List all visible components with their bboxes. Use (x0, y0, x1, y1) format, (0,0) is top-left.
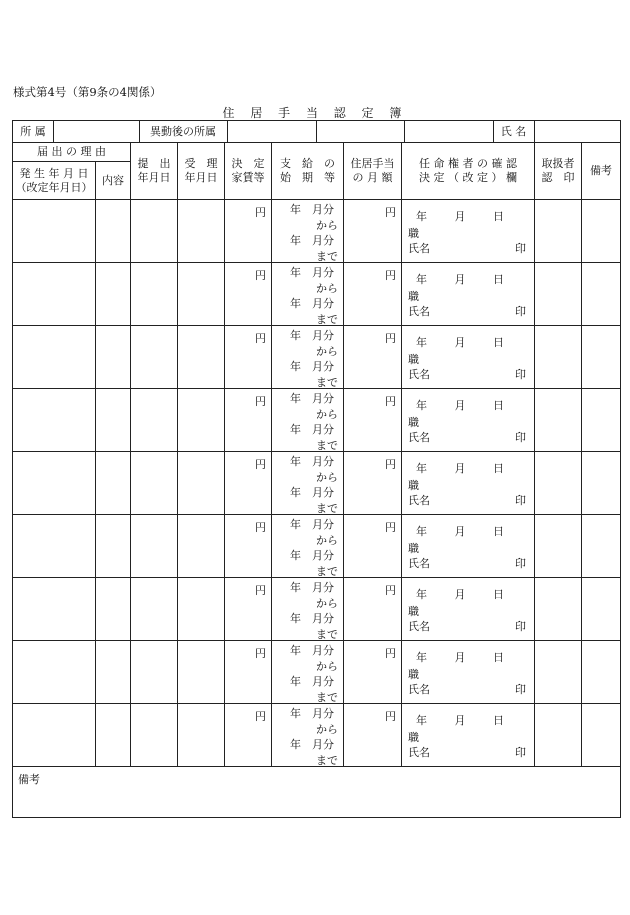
monthly-allowance-cell[interactable] (344, 326, 401, 388)
period-from-month: 年 月分 (290, 266, 334, 279)
yen-unit: 円 (255, 332, 266, 345)
submit-date-cell[interactable] (131, 515, 177, 577)
name-label: 氏名 (408, 557, 430, 570)
table-row (13, 263, 621, 326)
monthly-allowance-cell[interactable] (344, 389, 401, 451)
confirm-date: 年 月 日 (416, 210, 516, 223)
payment-period-cell[interactable] (272, 200, 343, 262)
period-to-label: まで (316, 438, 338, 452)
submit-date-cell[interactable] (131, 578, 177, 640)
period-to-month: 年 月分 (290, 360, 334, 373)
confirm-date: 年 月 日 (416, 651, 516, 664)
period-from-label: から (316, 596, 338, 610)
monthly-allowance-cell[interactable] (344, 263, 401, 325)
yen-unit: 円 (255, 647, 266, 660)
content-cell[interactable] (96, 452, 130, 514)
yen-unit: 円 (255, 584, 266, 597)
receipt-date-cell[interactable] (178, 200, 224, 262)
receipt-date-cell[interactable] (178, 515, 224, 577)
table-row (13, 515, 621, 578)
occurrence-date-cell[interactable] (13, 263, 95, 325)
name-label: 氏名 (408, 620, 430, 633)
reason-header: 届 出 の 理 由 (13, 143, 131, 162)
seal-mark: 印 (515, 746, 526, 759)
receipt-date-cell[interactable] (178, 326, 224, 388)
confirm-date: 年 月 日 (416, 525, 516, 538)
seal-mark: 印 (515, 620, 526, 633)
period-from-month: 年 月分 (290, 203, 334, 216)
notes-cell[interactable] (582, 641, 620, 703)
period-from-label: から (316, 218, 338, 232)
period-to-label: まで (316, 312, 338, 326)
decided-rent-cell[interactable] (225, 641, 271, 703)
submit-date-cell[interactable] (131, 389, 177, 451)
receipt-date-cell[interactable] (178, 452, 224, 514)
yen-unit: 円 (385, 332, 396, 345)
period-to-label: まで (316, 564, 338, 578)
confirm-date: 年 月 日 (416, 336, 516, 349)
table-row (13, 389, 621, 452)
table-row (13, 452, 621, 515)
period-from-month: 年 月分 (290, 707, 334, 720)
receipt-date-cell[interactable] (178, 578, 224, 640)
decided-rent-cell[interactable] (225, 515, 271, 577)
handler-seal-cell[interactable] (535, 326, 581, 388)
period-to-month: 年 月分 (290, 549, 334, 562)
period-to-label: まで (316, 753, 338, 767)
confirm-date: 年 月 日 (416, 399, 516, 412)
handler-seal-cell[interactable] (535, 515, 581, 577)
confirm-date: 年 月 日 (416, 273, 516, 286)
content-cell[interactable] (96, 704, 130, 766)
post-label: 職 (408, 479, 419, 492)
submit-date-cell[interactable] (131, 326, 177, 388)
yen-unit: 円 (255, 521, 266, 534)
monthly-allowance-cell[interactable] (344, 641, 401, 703)
receipt-date-cell[interactable] (178, 389, 224, 451)
confirm-date: 年 月 日 (416, 462, 516, 475)
table-row (13, 326, 621, 389)
confirm-date: 年 月 日 (416, 588, 516, 601)
decided-rent-cell[interactable] (225, 326, 271, 388)
monthly-allowance-cell[interactable] (344, 704, 401, 766)
name-label: 氏名 (408, 683, 430, 696)
notes-cell[interactable] (582, 704, 620, 766)
remarks-field[interactable] (13, 767, 621, 818)
occurrence-date-cell[interactable] (13, 452, 95, 514)
content-cell[interactable] (96, 389, 130, 451)
new-affiliation-label: 異動後の所属 (139, 121, 228, 142)
seal-mark: 印 (515, 305, 526, 318)
post-label: 職 (408, 416, 419, 429)
notes-cell[interactable] (582, 389, 620, 451)
seal-mark: 印 (515, 557, 526, 570)
content-cell[interactable] (96, 263, 130, 325)
period-to-month: 年 月分 (290, 423, 334, 436)
period-to-month: 年 月分 (290, 486, 334, 499)
yen-unit: 円 (255, 395, 266, 408)
content-cell[interactable] (96, 326, 130, 388)
period-from-label: から (316, 407, 338, 421)
handler-seal-cell[interactable] (535, 389, 581, 451)
payment-start-header: 支 給 の 始 期 等 (272, 143, 344, 200)
post-label: 職 (408, 227, 419, 240)
document-title: 住 居 手 当 認 定 簿 (222, 106, 408, 120)
occurrence-date-header: 発 生 年 月 日 （改定年月日） (13, 162, 96, 200)
table-row (13, 641, 621, 704)
yen-unit: 円 (385, 395, 396, 408)
payment-period-cell[interactable] (272, 515, 343, 577)
name-label: 氏名 (408, 368, 430, 381)
form-number: 様式第4号（第9条の4関係） (13, 85, 162, 99)
period-to-month: 年 月分 (290, 234, 334, 247)
confirm-date: 年 月 日 (416, 714, 516, 727)
post-label: 職 (408, 290, 419, 303)
period-to-month: 年 月分 (290, 675, 334, 688)
monthly-allowance-cell[interactable] (344, 515, 401, 577)
period-from-month: 年 月分 (290, 392, 334, 405)
table-row (13, 200, 621, 263)
period-to-month: 年 月分 (290, 297, 334, 310)
period-to-label: まで (316, 249, 338, 263)
monthly-allowance-cell[interactable] (344, 200, 401, 262)
notes-cell[interactable] (582, 578, 620, 640)
period-from-label: から (316, 722, 338, 736)
yen-unit: 円 (385, 710, 396, 723)
notes-cell[interactable] (582, 452, 620, 514)
period-from-label: から (316, 344, 338, 358)
handler-seal-cell[interactable] (535, 641, 581, 703)
affiliation-field[interactable] (53, 121, 140, 142)
notes-cell[interactable] (582, 200, 620, 262)
confirmation-cell[interactable] (402, 578, 534, 640)
post-label: 職 (408, 353, 419, 366)
period-to-label: まで (316, 690, 338, 704)
name-label: 氏 名 (493, 121, 535, 142)
new-affiliation-field-2[interactable] (316, 121, 405, 142)
occurrence-date-cell[interactable] (13, 326, 95, 388)
payment-period-cell[interactable] (272, 641, 343, 703)
period-from-month: 年 月分 (290, 581, 334, 594)
yen-unit: 円 (385, 458, 396, 471)
occurrence-date-cell[interactable] (13, 578, 95, 640)
submit-date-cell[interactable] (131, 704, 177, 766)
payment-period-cell[interactable] (272, 578, 343, 640)
table-row (13, 578, 621, 641)
occurrence-date-cell[interactable] (13, 515, 95, 577)
payment-period-cell[interactable] (272, 704, 343, 766)
period-from-label: から (316, 470, 338, 484)
period-to-label: まで (316, 501, 338, 515)
period-from-month: 年 月分 (290, 455, 334, 468)
seal-mark: 印 (515, 431, 526, 444)
period-to-label: まで (316, 375, 338, 389)
period-from-month: 年 月分 (290, 329, 334, 342)
yen-unit: 円 (385, 269, 396, 282)
period-from-month: 年 月分 (290, 644, 334, 657)
decided-rent-cell[interactable] (225, 578, 271, 640)
handler-seal-header: 取扱者 認 印 (535, 143, 582, 200)
handler-seal-cell[interactable] (535, 452, 581, 514)
remarks-label: 備考 (18, 773, 40, 786)
submit-date-cell[interactable] (131, 263, 177, 325)
confirmation-cell[interactable] (402, 326, 534, 388)
content-cell[interactable] (96, 515, 130, 577)
header-info-row (13, 121, 621, 143)
name-label: 氏名 (408, 242, 430, 255)
period-to-month: 年 月分 (290, 738, 334, 751)
period-from-label: から (316, 659, 338, 673)
new-affiliation-field-3[interactable] (404, 121, 494, 142)
name-label: 氏名 (408, 494, 430, 507)
payment-period-cell[interactable] (272, 389, 343, 451)
payment-period-cell[interactable] (272, 326, 343, 388)
allowance-register-table (12, 120, 621, 818)
yen-unit: 円 (385, 206, 396, 219)
decided-rent-cell[interactable] (225, 263, 271, 325)
monthly-allowance-cell[interactable] (344, 578, 401, 640)
confirmation-cell[interactable] (402, 452, 534, 514)
submit-date-cell[interactable] (131, 641, 177, 703)
post-label: 職 (408, 605, 419, 618)
handler-seal-cell[interactable] (535, 704, 581, 766)
submit-date-cell[interactable] (131, 452, 177, 514)
notes-header: 備考 (582, 143, 621, 200)
handler-seal-cell[interactable] (535, 263, 581, 325)
affiliation-label: 所 属 (13, 121, 54, 142)
receipt-date-cell[interactable] (178, 263, 224, 325)
confirmation-header: 任 命 権 者 の 確 認 決 定 （ 改 定 ） 欄 (402, 143, 535, 200)
post-label: 職 (408, 542, 419, 555)
name-label: 氏名 (408, 746, 430, 759)
post-label: 職 (408, 668, 419, 681)
content-cell[interactable] (96, 578, 130, 640)
period-from-label: から (316, 281, 338, 295)
table-row (13, 704, 621, 767)
payment-period-cell[interactable] (272, 452, 343, 514)
seal-mark: 印 (515, 368, 526, 381)
notes-cell[interactable] (582, 326, 620, 388)
period-from-label: から (316, 533, 338, 547)
yen-unit: 円 (255, 458, 266, 471)
monthly-allowance-cell[interactable] (344, 452, 401, 514)
decided-rent-header: 決 定 家賃等 (225, 143, 272, 200)
occurrence-date-cell[interactable] (13, 389, 95, 451)
payment-period-cell[interactable] (272, 263, 343, 325)
name-label: 氏名 (408, 431, 430, 444)
monthly-allowance-header: 住居手当 の 月 額 (344, 143, 402, 200)
decided-rent-cell[interactable] (225, 704, 271, 766)
decided-rent-cell[interactable] (225, 452, 271, 514)
seal-mark: 印 (515, 494, 526, 507)
decided-rent-cell[interactable] (225, 389, 271, 451)
receipt-date-cell[interactable] (178, 641, 224, 703)
yen-unit: 円 (255, 710, 266, 723)
yen-unit: 円 (385, 647, 396, 660)
occurrence-date-cell[interactable] (13, 641, 95, 703)
occurrence-date-cell[interactable] (13, 704, 95, 766)
period-to-month: 年 月分 (290, 612, 334, 625)
receipt-date-cell[interactable] (178, 704, 224, 766)
seal-mark: 印 (515, 242, 526, 255)
receipt-date-header: 受 理 年月日 (178, 143, 225, 200)
period-to-label: まで (316, 627, 338, 641)
post-label: 職 (408, 731, 419, 744)
column-header-row-1 (13, 143, 621, 162)
content-cell[interactable] (96, 200, 130, 262)
confirmation-cell[interactable] (402, 515, 534, 577)
name-field[interactable] (534, 121, 621, 142)
notes-cell[interactable] (582, 515, 620, 577)
period-from-month: 年 月分 (290, 518, 334, 531)
confirmation-cell[interactable] (402, 263, 534, 325)
confirmation-cell[interactable] (402, 704, 534, 766)
confirmation-cell[interactable] (402, 389, 534, 451)
submit-date-header: 提 出 年月日 (131, 143, 178, 200)
new-affiliation-field-1[interactable] (227, 121, 317, 142)
handler-seal-cell[interactable] (535, 200, 581, 262)
confirmation-cell[interactable] (402, 200, 534, 262)
decided-rent-cell[interactable] (225, 200, 271, 262)
remarks-row (13, 767, 621, 818)
name-label: 氏名 (408, 305, 430, 318)
seal-mark: 印 (515, 683, 526, 696)
yen-unit: 円 (385, 521, 396, 534)
handler-seal-cell[interactable] (535, 578, 581, 640)
yen-unit: 円 (385, 584, 396, 597)
occurrence-date-cell[interactable] (13, 200, 95, 262)
yen-unit: 円 (255, 269, 266, 282)
notes-cell[interactable] (582, 263, 620, 325)
yen-unit: 円 (255, 206, 266, 219)
confirmation-cell[interactable] (402, 641, 534, 703)
content-cell[interactable] (96, 641, 130, 703)
submit-date-cell[interactable] (131, 200, 177, 262)
content-header: 内容 (96, 162, 131, 200)
